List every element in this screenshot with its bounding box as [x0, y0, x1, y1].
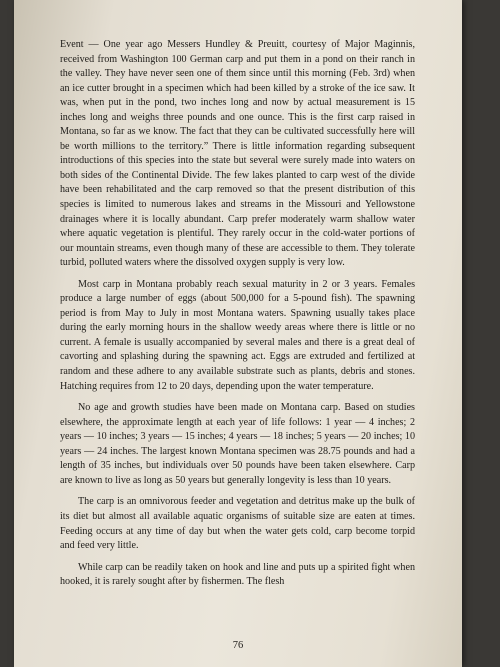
paragraph-4: The carp is an omnivorous feeder and vegetation and detritus make up the bulk of its diet but almost all available aquatic organisms of suitable size are eaten at times. Feeding occurs at any time of day but when the water gets cold, carp become torpid and feed very little.	[60, 496, 415, 552]
paragraph-2: Most carp in Montana probably reach sexual maturity in 2 or 3 years. Females produce a large number of eggs (about 500,000 for a 5-pound fish). The spawning period is from May to July in most Montana waters. Spawning usually takes place during the early morning hours in the shallow weedy areas where there is little or no current. A female is usually accompanied by several males and there is a great deal of cavorting and splashing during the spawning act. Eggs are extruded and fertilized at random and these adhere to any available substrate such as plants, debris and stones. Hatching requires from 12 to 20 days, depending upon the water temperature.	[60, 278, 415, 392]
page-number: 76	[232, 640, 244, 651]
paragraph-1: Event — One year ago Messers Hundley & Preuitt, courtesy of Major Maginnis, received from Washington 100 German carp and put them in a pond on their ranch in the valley. They have never seen one of them since until this morning (Feb. 3rd) when an ice cutter brought in a specimen which had been killed by a stroke of the ice saw. It was, when put in the pond, two inches long and now by actual measurement is 15 inches long and weighs three pounds and one ounce. This is the first carp raised in Montana, so far as we know. The fact that they can be cultivated successfully here will be worth millions to the territory.” There is little information regarding subsequent introductions of this species into the state but several were surely made into waters on both sides of the Continental Divide. The few lakes planted to carp west of the divide have been rehabilitated and the carp removed so that the present distribution of this species is limited to numerous lakes and streams in the Missouri and Yellowstone drainages where it is locally abundant. Carp prefer moderately warm shallow water where aquatic vegetation is plentiful. They rarely occur in the cold-water portions of our mountain streams, even though many of these are accessible to them. They tolerate turbid, polluted waters where the dissolved oxygen supply is very low.	[60, 39, 415, 269]
body-text	[60, 38, 415, 597]
book-page	[14, 0, 462, 667]
paragraph-5: While carp can be readily taken on hook and line and puts up a spirited fight when hooked, it is rarely sought after by fishermen. The flesh	[60, 561, 415, 588]
paragraph-3: No age and growth studies have been made on Montana carp. Based on studies elsewhere, the approximate length at each year of life follows: 1 year — 4 inches; 2 years — 10 inches; 3 years — 15 inches; 4 years — 18 inches; 5 years — 20 inches; 10 years — 24 inches. The largest known Montana specimen was 28.75 pounds and had a length of 35 inches, but individuals over 50 pounds have been taken elsewhere. Carp are known to live as long as 50 years but generally longevity is less than 10 years.	[60, 402, 415, 486]
